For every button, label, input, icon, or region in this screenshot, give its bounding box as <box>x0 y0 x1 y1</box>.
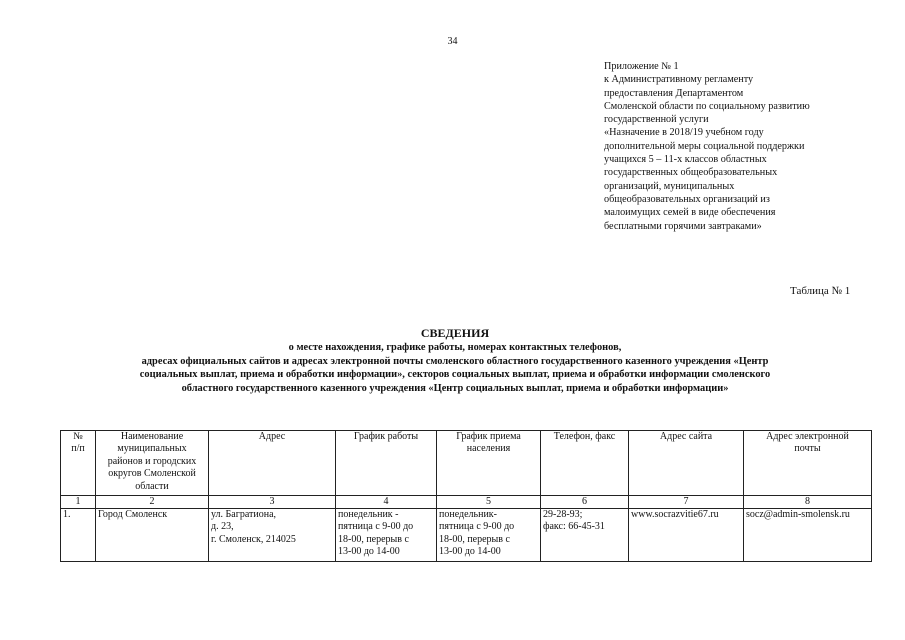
column-header <box>96 431 209 496</box>
table-cell-line: понедельник- <box>439 509 497 520</box>
table-row <box>61 509 872 562</box>
table-cell-line: www.socrazvitie67.ru <box>631 509 719 520</box>
column-header-line: Наименование <box>120 431 184 442</box>
column-number: 3 <box>209 496 336 509</box>
appendix-line: Смоленской области по социальному развитию <box>604 100 810 112</box>
table-cell <box>629 509 744 562</box>
column-header-line: области <box>135 480 169 492</box>
column-number: 4 <box>336 496 437 509</box>
table-cell <box>744 509 872 562</box>
appendix-line: дополнительной меры социальной поддержки <box>604 140 805 152</box>
document-heading <box>60 326 850 395</box>
column-header-line: округов Смоленской <box>108 468 196 480</box>
column-header <box>629 431 744 496</box>
table-cell <box>541 509 629 562</box>
table-cell-line: socz@admin-smolensk.ru <box>746 509 850 520</box>
table-cell <box>209 509 336 562</box>
table-cell-line: д. 23, <box>211 521 234 533</box>
appendix-line: Приложение № 1 <box>604 61 679 72</box>
table-cell-line: 29-28-93; <box>543 509 583 520</box>
column-header <box>541 431 629 496</box>
column-header-line: почты <box>794 443 821 455</box>
column-header-line: График приема <box>456 431 521 442</box>
column-header-line: п/п <box>71 443 85 455</box>
page-number: 34 <box>447 36 458 47</box>
column-header <box>336 431 437 496</box>
appendix-line: предоставления Департаментом <box>604 87 744 99</box>
column-header <box>437 431 541 496</box>
appendix-note <box>604 60 884 233</box>
heading-line: социальных выплат, приема и обработки информации», секторов социальных выплат, приема и обработки информации смоленского <box>139 369 771 381</box>
column-number: 1 <box>61 496 96 509</box>
column-header-line: № <box>73 431 83 442</box>
heading-line: о месте нахождения, графике работы, номерах контактных телефонов, <box>288 342 622 353</box>
column-number: 7 <box>629 496 744 509</box>
contacts-table <box>60 430 872 562</box>
appendix-line: государственных общеобразовательных <box>604 167 778 179</box>
column-number: 5 <box>437 496 541 509</box>
table-cell-line: 18-00, перерыв с <box>439 533 510 545</box>
table-cell-line: г. Смоленск, 214025 <box>211 533 296 545</box>
table-cell-line: 18-00, перерыв с <box>338 533 409 545</box>
column-number-row <box>61 496 872 509</box>
column-header <box>61 431 96 496</box>
table-cell <box>96 509 209 562</box>
column-header-line: График работы <box>353 431 419 442</box>
table-cell <box>336 509 437 562</box>
column-header-line: населения <box>466 443 511 455</box>
appendix-line: общеобразовательных организаций из <box>604 193 770 205</box>
column-header <box>744 431 872 496</box>
heading-title: СВЕДЕНИЯ <box>420 326 490 340</box>
table-cell-line: факс: 66-45-31 <box>543 521 605 533</box>
column-header-line: Адрес <box>258 431 286 442</box>
heading-line: областного государственного казенного учреждения «Центр социальных выплат, приема и обработки информации» <box>181 382 729 394</box>
table-cell <box>437 509 541 562</box>
table-cell-line: пятница с 9-00 до <box>338 521 414 533</box>
table-cell-line: пятница с 9-00 до <box>439 521 515 533</box>
table-cell <box>61 509 96 562</box>
column-header-line: Адрес сайта <box>659 431 713 442</box>
appendix-line: бесплатными горячими завтраками» <box>604 220 762 232</box>
appendix-line: организаций, муниципальных <box>604 180 735 192</box>
table-cell-line: 13-00 до 14-00 <box>338 546 400 558</box>
heading-line: адресах официальных сайтов и адресах электронной почты смоленского областного государственного казенного учреждения «Центр <box>141 355 769 367</box>
column-header <box>209 431 336 496</box>
table-cell-line: 1. <box>63 509 71 520</box>
table-cell-line: 13-00 до 14-00 <box>439 546 501 558</box>
appendix-line: малоимущих семей в виде обеспечения <box>604 207 776 219</box>
column-header-line: Телефон, факс <box>553 431 616 442</box>
appendix-line: учащихся 5 – 11-х классов областных <box>604 154 767 166</box>
table-cell-line: понедельник - <box>338 509 399 520</box>
appendix-line: к Административному регламенту <box>604 74 754 86</box>
appendix-line: «Назначение в 2018/19 учебном году <box>604 127 764 139</box>
column-number: 6 <box>541 496 629 509</box>
column-header-line: муниципальных <box>117 443 187 455</box>
column-header-line: районов и городских <box>107 455 197 467</box>
appendix-line: государственной услуги <box>604 114 709 126</box>
table-label: Таблица № 1 <box>790 285 851 297</box>
column-number: 2 <box>96 496 209 509</box>
column-header-line: Адрес электронной <box>766 431 849 442</box>
table-cell-line: Город Смоленск <box>98 509 168 520</box>
table-header-row <box>61 431 872 496</box>
column-number: 8 <box>744 496 872 509</box>
table-cell-line: ул. Багратиона, <box>211 509 277 520</box>
